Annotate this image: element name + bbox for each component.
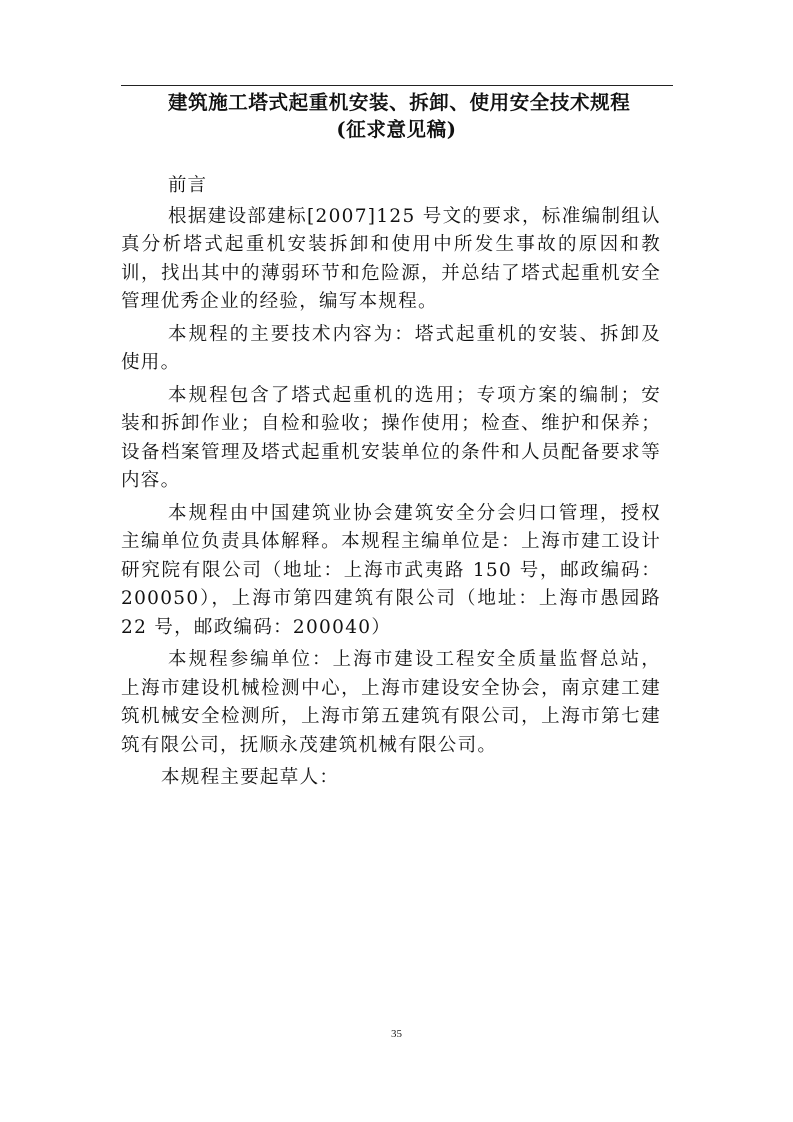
paragraph-3: 本规程包含了塔式起重机的选用；专项方案的编制；安装和拆卸作业；自检和验收；操作使用；检查、维护和保养；设备档案管理及塔式起重机安装单位的条件和人员配备要求等内容。 (121, 384, 661, 491)
paragraph-2: 本规程的主要技术内容为：塔式起重机的安装、拆卸及使用。 (121, 323, 661, 373)
document-body (121, 172, 661, 793)
document-title: 建筑施工塔式起重机安装、拆卸、使用安全技术规程 (168, 91, 631, 114)
section-heading-preface: 前言 (168, 175, 208, 196)
paragraph-4: 本规程由中国建筑业协会建筑安全分会归口管理，授权主编单位负责具体解释。本规程主编单位是：上海市建工设计研究院有限公司（地址：上海市武夷路 150 号，邮政编码：200050），上海市第四建筑有限公司（地址：上海市愚园路 22 号，邮政编码：200040） (121, 502, 661, 638)
paragraph-5: 本规程参编单位：上海市建设工程安全质量监督总站，上海市建设机械检测中心，上海市建设安全协会，南京建工建筑机械安全检测所，上海市第五建筑有限公司，上海市第七建筑有限公司，抚顺永茂建筑机械有限公司。 (121, 649, 661, 756)
page-number: 35 (391, 1028, 402, 1040)
paragraph-1: 根据建设部建标[2007]125 号文的要求，标准编制组认真分析塔式起重机安装拆卸和使用中所发生事故的原因和教训，找出其中的薄弱环节和危险源，并总结了塔式起重机安全管理优秀企业的经验，编写本规程。 (121, 205, 661, 312)
header-rule (121, 85, 673, 86)
document-subtitle: (征求意见稿) (336, 118, 457, 141)
drafters-line: 本规程主要起草人： (161, 767, 340, 788)
